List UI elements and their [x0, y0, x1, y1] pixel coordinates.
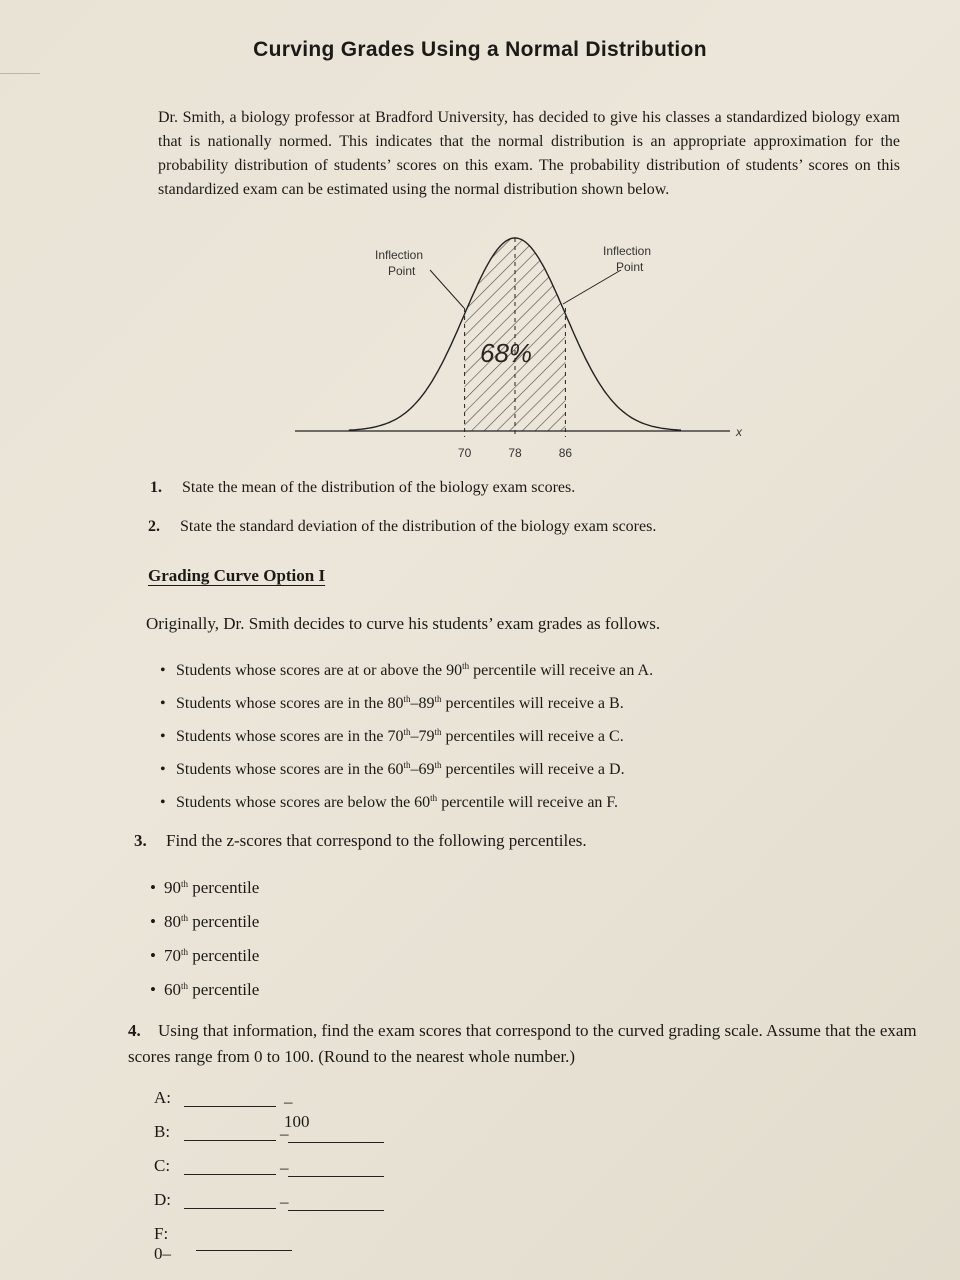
tick-label-70: 70	[457, 446, 472, 460]
grading-rule-b: • Students whose scores are in the 80th–89th percentiles will receive a B.	[160, 687, 653, 720]
question-2-number: 2.	[148, 518, 160, 535]
grade-d-upper-blank[interactable]	[288, 1210, 384, 1211]
percentile-item-90: • 90th percentile	[150, 872, 259, 906]
question-3-number: 3.	[134, 831, 147, 850]
percentile-list	[150, 872, 259, 1008]
grade-b-label: B:	[154, 1122, 171, 1141]
grade-d-separator: –	[280, 1192, 289, 1211]
question-4	[128, 1018, 918, 1070]
grade-c-separator: –	[280, 1158, 289, 1177]
question-1	[150, 479, 575, 497]
grade-c-label: C:	[154, 1156, 171, 1175]
grading-rule-c: • Students whose scores are in the 70th–79th percentiles will receive a C.	[160, 720, 653, 753]
grade-b-upper-blank[interactable]	[288, 1142, 384, 1143]
inflection-left-pointer	[430, 270, 464, 308]
grading-option-heading: Grading Curve Option I	[148, 566, 326, 585]
inflection-right-label-1: Inflection	[603, 244, 652, 258]
grade-a-label: A:	[154, 1088, 171, 1107]
question-2	[148, 518, 656, 536]
tick-label-78: 78	[508, 446, 522, 460]
question-3-text: Find the z-scores that correspond to the following percentiles.	[166, 831, 587, 850]
grading-rule-f: • Students whose scores are below the 60th percentile will receive an F.	[160, 786, 653, 819]
percentile-item-80: • 80th percentile	[150, 906, 259, 940]
handwritten-68-percent: 68%	[480, 338, 533, 368]
grade-a-lower-blank[interactable]	[184, 1106, 276, 1107]
grade-c-upper-blank[interactable]	[288, 1176, 384, 1177]
question-1-text: State the mean of the distribution of the biology exam scores.	[182, 479, 576, 496]
grade-d-lower-blank[interactable]	[184, 1208, 276, 1209]
grade-b-separator: –	[280, 1124, 289, 1143]
tick-label-86: 86	[558, 446, 573, 460]
inflection-left-label-1: Inflection	[375, 248, 424, 262]
question-4-text: Using that information, find the exam scores that correspond to the curved grading scale. Assume that the exam scores range from 0 to 100. (Round to the nearest whole number.)	[128, 1021, 917, 1066]
grade-b-lower-blank[interactable]	[184, 1140, 276, 1141]
question-2-text: State the standard deviation of the distribution of the biology exam scores.	[180, 518, 657, 535]
page-title: Curving Grades Using a Normal Distribution	[253, 38, 707, 61]
grading-rule-d: • Students whose scores are in the 60th–69th percentiles will receive a D.	[160, 753, 653, 786]
grading-option-lead: Originally, Dr. Smith decides to curve his students’ exam grades as follows.	[146, 614, 661, 633]
question-1-number: 1.	[150, 479, 162, 496]
inflection-left-label-2: Point	[388, 264, 416, 278]
percentile-item-60: • 60th percentile	[150, 974, 259, 1008]
question-3	[134, 831, 587, 851]
grading-rule-a: • Students whose scores are at or above the 90th percentile will receive an A.	[160, 654, 653, 687]
grading-rules-list	[160, 654, 653, 819]
question-4-number: 4.	[128, 1021, 141, 1040]
grade-a-upper: –100	[284, 1092, 310, 1131]
intro-paragraph: Dr. Smith, a biology professor at Bradford University, has decided to give his classes a standardized biology exam that is nationally normed. This indicates that the normal distribution is an appropriate approximation for the probability distribution of students’ scores on this exam. The probability distribution of students’ scores on this standardized exam can be estimated using the normal distribution shown below.	[158, 109, 900, 198]
x-axis-variable: x	[736, 425, 742, 439]
grade-d-label: D:	[154, 1190, 171, 1209]
normal-distribution-figure	[290, 230, 760, 465]
inflection-right-label-2: Point	[616, 260, 644, 274]
grade-f-upper-blank[interactable]	[196, 1250, 292, 1251]
grade-f-label: F: 0–	[154, 1224, 171, 1263]
grade-c-lower-blank[interactable]	[184, 1174, 276, 1175]
inflection-right-pointer	[563, 270, 621, 304]
percentile-item-70: • 70th percentile	[150, 940, 259, 974]
page-edge-line	[0, 73, 40, 74]
